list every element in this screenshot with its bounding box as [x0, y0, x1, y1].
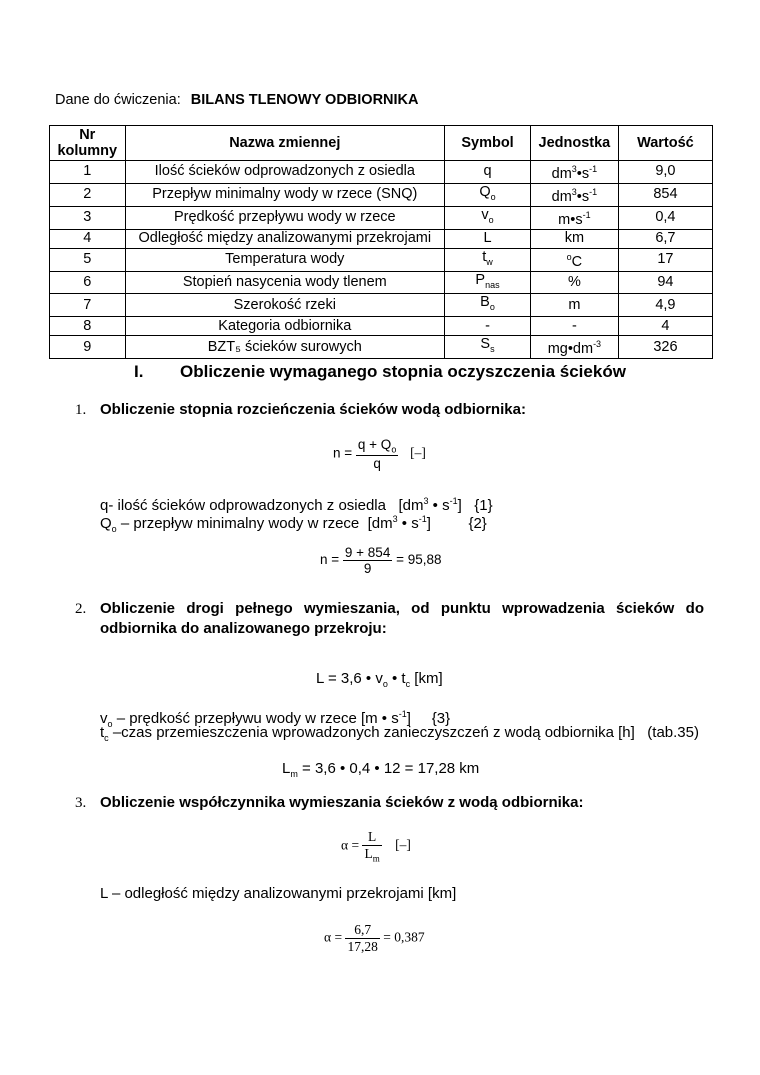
cell-name: Temperatura wody	[125, 248, 445, 271]
q-definition: q- ilość ścieków odprowadzonych z osiedla [$dm^3$ • $s^{-1}$] {1}	[100, 496, 493, 514]
cell-name: Przepływ minimalny wody w rzece (SNQ)	[125, 183, 445, 206]
table-row	[50, 336, 713, 359]
cell-symbol: q	[445, 161, 531, 184]
Q-definition: $Q_o$ – przepływ minimalny wody w rzece [$dm^3$ • $s^{-1}$] {2}	[100, 514, 487, 534]
cell-value: 0,4	[618, 206, 712, 229]
cell-name: Prędkość przepływu wody w rzece	[125, 206, 445, 229]
cell-symbol: $B_o$	[445, 294, 531, 317]
table-row	[50, 183, 713, 206]
cell-value: 9,0	[618, 161, 712, 184]
cell-symbol: $S_s$	[445, 336, 531, 359]
cell-unit: m	[530, 294, 618, 317]
cell-nr: 3	[50, 206, 126, 229]
cell-unit: km	[530, 229, 618, 248]
formula-L: L = 3,6 • $v_o$ • $t_c$ [km]	[316, 670, 443, 689]
formula-alpha-result: α = $\frac{6,7}{17,28}$ = 0,387	[324, 922, 425, 954]
cell-value: 6,7	[618, 229, 712, 248]
cell-value: 854	[618, 183, 712, 206]
header-title: BILANS TLENOWY ODBIORNIKA	[190, 92, 419, 108]
formula-n-fraction: $\frac{q + Q_o}{q}$	[357, 437, 397, 471]
data-table	[49, 125, 713, 359]
item-2-heading: 2. Obliczenie drogi pełnego wymieszania, od punktu wprowadzenia ścieków do odbiornika do analizowanego przekroju:	[75, 600, 704, 637]
cell-unit: $dm^3•s^{-1}$	[530, 183, 618, 206]
table-row	[50, 229, 713, 248]
cell-name: BZT₅ ścieków surowych	[125, 336, 445, 359]
cell-name: Szerokość rzeki	[125, 294, 445, 317]
L-definition: L – odległość między analizowanymi przekrojami [km]	[100, 885, 457, 902]
header-prefix: Dane do ćwiczenia:	[55, 92, 181, 108]
cell-symbol: $v_o$	[445, 206, 531, 229]
item-title: Obliczenie współczynnika wymieszania ścieków z wodą odbiornika:	[100, 794, 584, 811]
col-header-value: Wartość	[618, 126, 712, 161]
document-header	[55, 92, 418, 108]
col-header-nr: Nr kolumny	[50, 126, 126, 161]
cell-unit: $dm^3•s^{-1}$	[530, 161, 618, 184]
cell-name: Ilość ścieków odprowadzonych z osiedla	[125, 161, 445, 184]
col-header-symbol: Symbol	[445, 126, 531, 161]
formula-n: n = $\frac{q + Q_o}{q}$ [–]	[333, 437, 426, 471]
t-definition: $t_c$ –czas przemieszczenia wprowadzonych zanieczyszczeń z wodą odbiornika [h] (tab.35)	[100, 724, 699, 743]
table-row	[50, 294, 713, 317]
section-title: Obliczenie wymaganego stopnia oczyszczenia ścieków	[180, 362, 626, 381]
formula-n-result: n = $\frac{9 + 854}{9}$ = 95,88	[320, 545, 442, 576]
cell-symbol: $Q_o$	[445, 183, 531, 206]
cell-unit: %	[530, 271, 618, 294]
cell-nr: 2	[50, 183, 126, 206]
cell-symbol: -	[445, 317, 531, 336]
cell-nr: 9	[50, 336, 126, 359]
item-1-heading	[75, 401, 526, 419]
cell-nr: 8	[50, 317, 126, 336]
col-header-unit: Jednostka	[530, 126, 618, 161]
item-3-heading	[75, 794, 583, 812]
col-header-name: Nazwa zmiennej	[125, 126, 445, 161]
cell-nr: 1	[50, 161, 126, 184]
cell-name: Odległość między analizowanymi przekrojami	[125, 229, 445, 248]
formula-alpha: α = $\frac{L}{L_m}$ [–]	[341, 829, 411, 864]
table-header-row	[50, 126, 713, 161]
section-number: I.	[134, 362, 144, 381]
table-row	[50, 248, 713, 271]
cell-unit: -	[530, 317, 618, 336]
cell-value: 94	[618, 271, 712, 294]
cell-symbol: $P_{nas}$	[445, 271, 531, 294]
cell-name: Stopień nasycenia wody tlenem	[125, 271, 445, 294]
cell-symbol: $t_w$	[445, 248, 531, 271]
item-number: 3.	[75, 795, 87, 811]
cell-unit: $m•s^{-1}$	[530, 206, 618, 229]
cell-value: 4	[618, 317, 712, 336]
cell-nr: 5	[50, 248, 126, 271]
cell-value: 17	[618, 248, 712, 271]
table-row	[50, 206, 713, 229]
cell-name: Kategoria odbiornika	[125, 317, 445, 336]
item-number: 1.	[75, 402, 87, 418]
section-heading	[134, 362, 626, 382]
formula-Lm-result: $L_m = 3,6$ • 0,4 • 12 = 17,28 km	[282, 760, 480, 779]
cell-nr: 6	[50, 271, 126, 294]
cell-value: 4,9	[618, 294, 712, 317]
table-row	[50, 271, 713, 294]
table-row	[50, 161, 713, 184]
cell-symbol: L	[445, 229, 531, 248]
item-title: Obliczenie stopnia rozcieńczenia ścieków wodą odbiornika:	[100, 401, 526, 418]
cell-value: 326	[618, 336, 712, 359]
cell-unit: $mg•dm^{-3}$	[530, 336, 618, 359]
table-row	[50, 317, 713, 336]
cell-nr: 7	[50, 294, 126, 317]
cell-nr: 4	[50, 229, 126, 248]
v-definition: $v_o$ – prędkość przepływu wody w rzece [m • $s^{-1}$] {3}	[100, 709, 451, 729]
cell-unit: $^o$C	[530, 248, 618, 271]
